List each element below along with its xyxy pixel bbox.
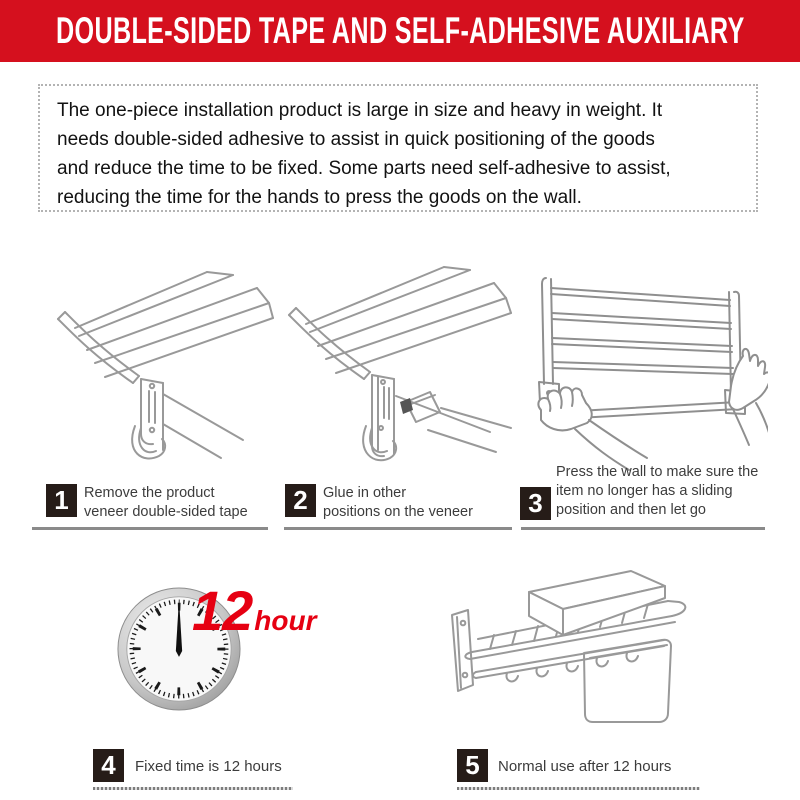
step4-underline [93, 787, 293, 790]
step1-underline [32, 527, 268, 530]
step3-underline [521, 527, 765, 530]
twelve-hour-label [192, 578, 317, 643]
intro-text-box [38, 84, 758, 212]
step4-number-badge: 4 [93, 749, 124, 782]
step2-illustration [278, 260, 513, 465]
step3-caption [556, 463, 758, 520]
step2-underline [284, 527, 512, 530]
step5-number-badge: 5 [457, 749, 488, 782]
step3-number-badge: 3 [520, 487, 551, 520]
step5-illustration [432, 555, 722, 735]
towel-rack-glue-icon [278, 260, 513, 465]
caption-line: Remove the product [84, 485, 215, 501]
step2-number-badge: 2 [285, 484, 316, 517]
title-banner [0, 0, 800, 62]
towel-rack-corner-icon [45, 262, 275, 462]
caption-line: Glue in other [323, 485, 407, 501]
step2-caption [323, 484, 473, 522]
step1-caption [84, 484, 248, 522]
step5-underline [457, 787, 700, 790]
hour-unit: hour [254, 605, 317, 636]
intro-line: and reduce the time to be fixed. Some parts need self-adhesive to assist, [57, 158, 671, 179]
step5-caption: Normal use after 12 hours [498, 758, 672, 775]
intro-line: The one-piece installation product is large in size and heavy in weight. It [57, 100, 663, 121]
intro-line: reducing the time for the hands to press the goods on the wall. [57, 187, 582, 208]
caption-line: Press the wall to make sure the [556, 464, 759, 480]
step1-number-badge: 1 [46, 484, 77, 517]
caption-line: veneer double-sided tape [84, 504, 248, 520]
caption-line: position and then let go [556, 502, 706, 518]
mounted-rack-with-towel-icon [432, 555, 722, 735]
caption-line: positions on the veneer [323, 504, 473, 520]
intro-line: needs double-sided adhesive to assist in quick positioning of the goods [57, 129, 655, 150]
step1-illustration [45, 262, 275, 462]
page-title: DOUBLE-SIDED TAPE AND SELF-ADHESIVE AUXILIARY [55, 10, 745, 51]
hour-value: 12 [192, 579, 253, 642]
hands-pressing-rack-icon [513, 262, 768, 472]
step4-caption: Fixed time is 12 hours [135, 758, 282, 775]
caption-line: item no longer has a sliding [556, 483, 733, 499]
step3-illustration [513, 262, 768, 472]
